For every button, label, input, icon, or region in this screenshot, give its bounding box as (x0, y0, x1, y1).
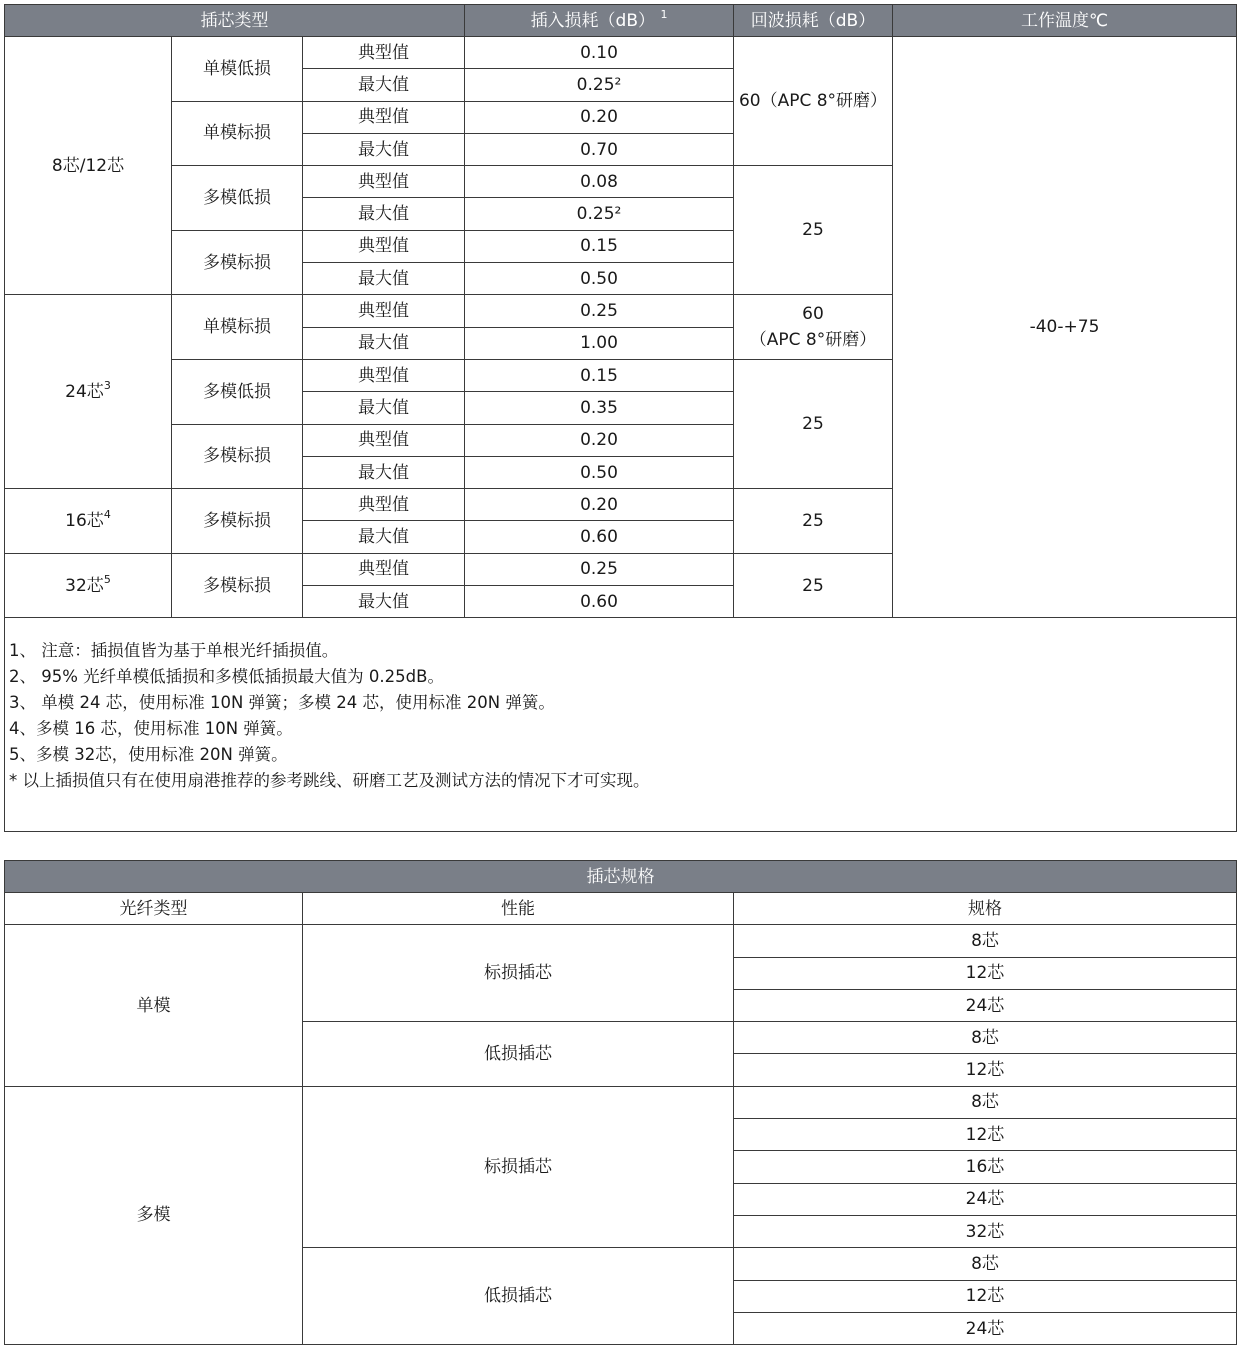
spec-value: 8芯 (734, 1022, 1237, 1054)
ferrule-type: 单模低损 (172, 37, 303, 102)
spec-value: 12芯 (734, 1119, 1237, 1151)
spec-value: 24芯 (734, 1183, 1237, 1215)
core-count-32: 32芯$^5$ (5, 553, 172, 618)
ferrule-type: 多模标损 (172, 424, 303, 489)
rl-value: 60（APC 8°研磨） (734, 37, 893, 166)
fiber-type: 多模 (5, 1086, 303, 1344)
il-value: 0.25 (465, 553, 734, 585)
value-kind: 典型值 (303, 489, 465, 521)
header-row (5, 893, 1237, 925)
performance: 标损插芯 (303, 1086, 734, 1247)
il-value: 0.25² (465, 198, 734, 230)
spec-value: 12芯 (734, 957, 1237, 989)
il-value: 0.70 (465, 133, 734, 165)
spec-value: 24芯 (734, 1312, 1237, 1344)
note-line: * 以上插损值只有在使用扇港推荐的参考跳线、研磨工艺及测试方法的情况下才可实现。 (9, 771, 650, 791)
ferrule-type: 多模低损 (172, 166, 303, 231)
spec-value: 24芯 (734, 989, 1237, 1021)
header-performance: 性能 (303, 893, 734, 925)
note-line: 3、 单模 24 芯，使用标准 10N 弹簧；多模 24 芯，使用标准 20N 弹簧。 (9, 693, 555, 713)
spec-value: 8芯 (734, 1086, 1237, 1118)
il-value: 0.15 (465, 359, 734, 391)
performance: 低损插芯 (303, 1248, 734, 1345)
header-row (5, 5, 1237, 37)
core-count-8-12: 8芯/12芯 (5, 37, 172, 295)
il-value: 0.25 (465, 295, 734, 327)
spec-value: 8芯 (734, 1248, 1237, 1280)
value-kind: 典型值 (303, 359, 465, 391)
ferrule-type: 多模标损 (172, 489, 303, 554)
il-value: 0.50 (465, 456, 734, 488)
value-kind: 典型值 (303, 553, 465, 585)
il-value: 0.35 (465, 392, 734, 424)
rl-value: 25 (734, 553, 893, 618)
value-kind: 最大值 (303, 456, 465, 488)
value-kind: 最大值 (303, 392, 465, 424)
table-row (5, 1086, 1237, 1118)
rl-value: 25 (734, 359, 893, 488)
il-value: 0.15 (465, 230, 734, 262)
il-value: 0.25² (465, 69, 734, 101)
table-row (5, 37, 1237, 69)
header-spec: 规格 (734, 893, 1237, 925)
ferrule-type: 单模标损 (172, 101, 303, 166)
notes-cell (5, 618, 1237, 832)
ferrule-spec-table (4, 860, 1237, 1345)
ferrule-type: 多模低损 (172, 359, 303, 424)
spec-value: 12芯 (734, 1054, 1237, 1086)
header-insertion-loss: 插入损耗（dB） $^1$ (465, 5, 734, 37)
value-kind: 最大值 (303, 521, 465, 553)
fiber-type: 单模 (5, 925, 303, 1086)
il-value: 0.20 (465, 424, 734, 456)
spec-value: 12芯 (734, 1280, 1237, 1312)
spec-value: 8芯 (734, 925, 1237, 957)
header-operating-temp: 工作温度℃ (893, 5, 1237, 37)
table-row (5, 925, 1237, 957)
note-line: 2、 95% 光纤单模低插损和多模低插损最大值为 0.25dB。 (9, 667, 444, 687)
header-return-loss: 回波损耗（dB） (734, 5, 893, 37)
core-count-16: 16芯$^4$ (5, 489, 172, 554)
performance: 标损插芯 (303, 925, 734, 1022)
rl-value: 25 (734, 489, 893, 554)
value-kind: 最大值 (303, 263, 465, 295)
value-kind: 典型值 (303, 295, 465, 327)
performance: 低损插芯 (303, 1022, 734, 1087)
il-value: 0.20 (465, 489, 734, 521)
value-kind: 最大值 (303, 133, 465, 165)
note-line: 1、 注意：插损值皆为基于单根光纤插损值。 (9, 641, 339, 661)
header-fiber-type: 光纤类型 (5, 893, 303, 925)
rl-value: 25 (734, 166, 893, 295)
il-value: 0.60 (465, 586, 734, 618)
notes-row (5, 618, 1237, 832)
il-value: 0.20 (465, 101, 734, 133)
ferrule-type: 多模标损 (172, 553, 303, 618)
il-value: 0.50 (465, 263, 734, 295)
il-value: 0.10 (465, 37, 734, 69)
il-value: 0.60 (465, 521, 734, 553)
spec-value: 32芯 (734, 1215, 1237, 1247)
table-title: 插芯规格 (5, 861, 1237, 893)
value-kind: 最大值 (303, 69, 465, 101)
value-kind: 典型值 (303, 230, 465, 262)
header-ferrule-type: 插芯类型 (5, 5, 465, 37)
spec-value: 16芯 (734, 1151, 1237, 1183)
ferrule-type: 单模标损 (172, 295, 303, 360)
temp-value: -40-+75 (893, 37, 1237, 618)
rl-value: 60 （APC 8°研磨） (734, 295, 893, 360)
il-value: 0.08 (465, 166, 734, 198)
title-row (5, 861, 1237, 893)
value-kind: 典型值 (303, 424, 465, 456)
value-kind: 最大值 (303, 327, 465, 359)
insertion-loss-table (4, 4, 1237, 832)
value-kind: 最大值 (303, 586, 465, 618)
note-line: 5、多模 32芯，使用标准 20N 弹簧。 (9, 745, 288, 765)
ferrule-type: 多模标损 (172, 230, 303, 295)
value-kind: 典型值 (303, 166, 465, 198)
value-kind: 典型值 (303, 101, 465, 133)
core-count-24: 24芯$^3$ (5, 295, 172, 489)
note-line: 4、多模 16 芯，使用标准 10N 弹簧。 (9, 719, 293, 739)
value-kind: 典型值 (303, 37, 465, 69)
value-kind: 最大值 (303, 198, 465, 230)
il-value: 1.00 (465, 327, 734, 359)
